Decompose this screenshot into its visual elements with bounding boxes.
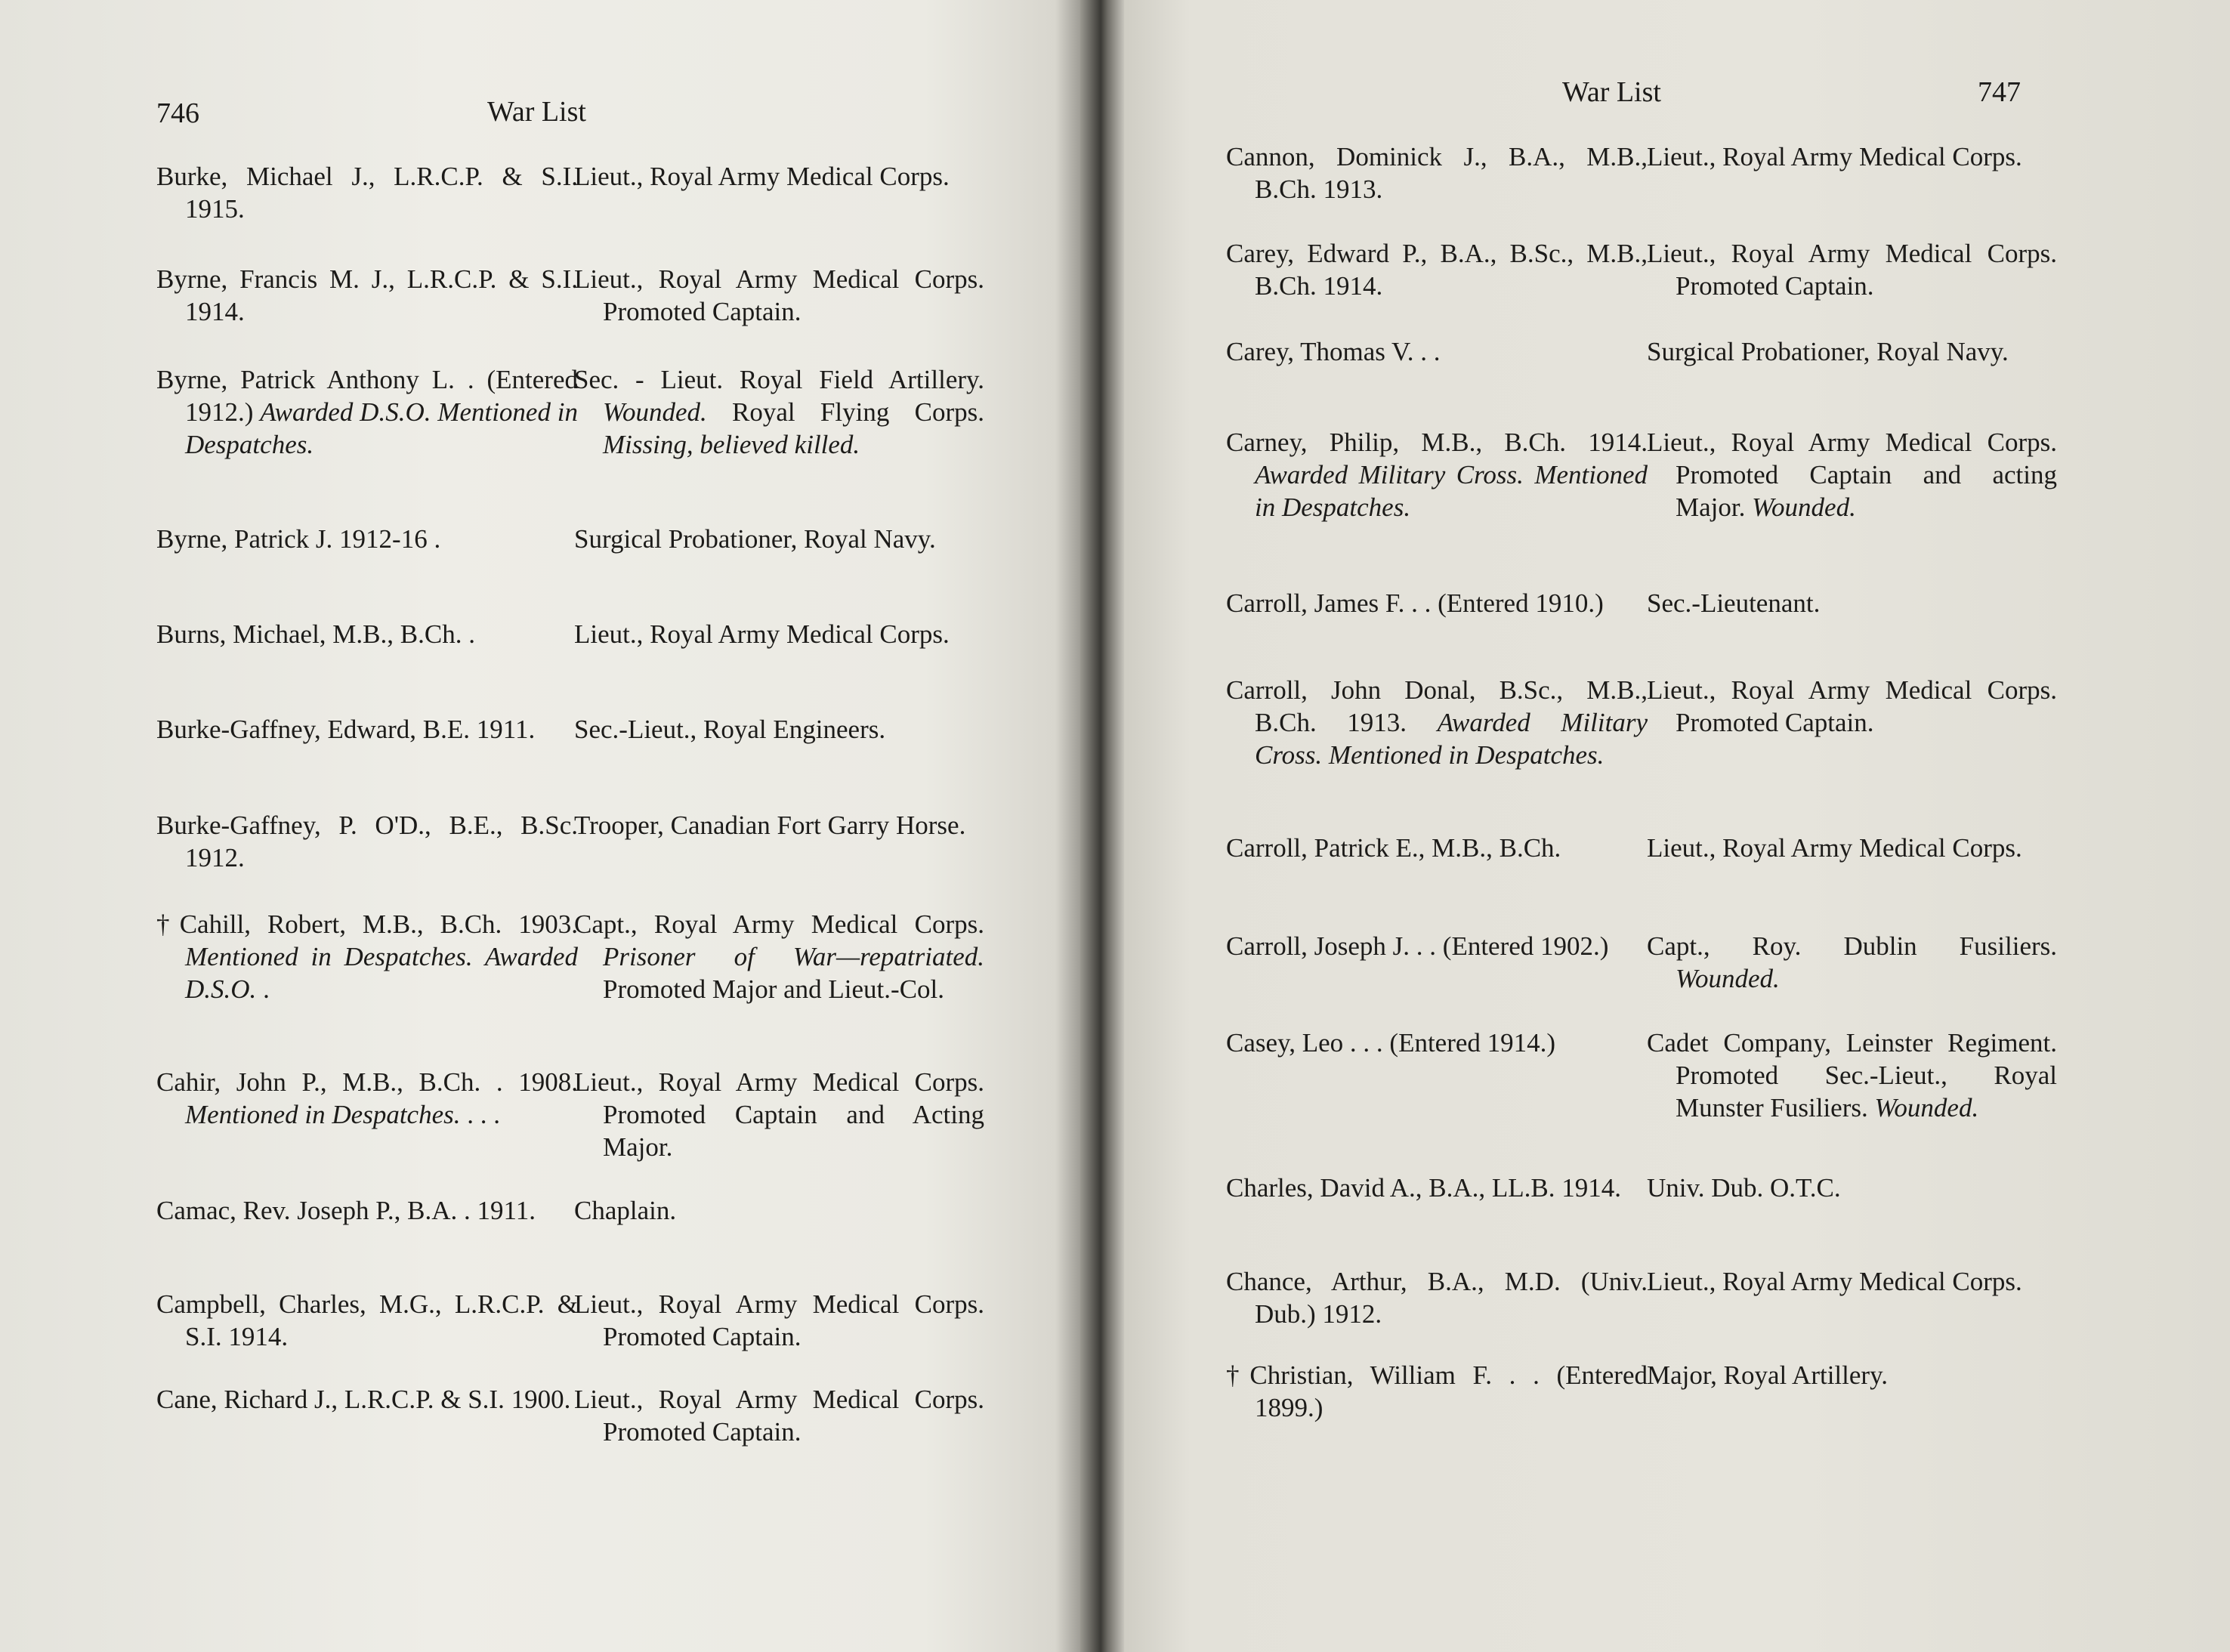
entry-service <box>574 160 984 193</box>
honour-text: Awarded D.S.O. Mentioned in Despatches. <box>185 397 578 459</box>
text-segment: Cannon, Dominick J., B.A., M.B., B.Ch. 1913. <box>1226 142 1648 204</box>
text-segment: Carney, Philip, M.B., B.Ch. 1914. <box>1226 428 1648 457</box>
text-segment: Lieut., Royal Army Medical Corps. Promoted Captain. <box>1647 675 2057 737</box>
book-gutter <box>1080 0 1126 1652</box>
entry-name <box>1226 1265 1648 1330</box>
text-segment: Burns, Michael, M.B., B.Ch. . <box>156 619 475 649</box>
text-segment: Promoted Major and Lieut.-Col. <box>603 974 945 1004</box>
entry-name <box>156 908 578 1005</box>
text-segment: Camac, Rev. Joseph P., B.A. . 1911. <box>156 1196 536 1225</box>
entry-service <box>1647 930 2057 995</box>
entry-service <box>574 1288 984 1353</box>
entry-name <box>156 523 578 555</box>
entry-service <box>574 713 984 746</box>
entry-service <box>574 263 984 328</box>
text-segment: Lieut., Royal Army Medical Corps. <box>574 619 950 649</box>
running-title: War List <box>1562 76 1661 108</box>
entry-name <box>1226 832 1648 864</box>
text-segment: Burke-Gaffney, Edward, B.E. 1911. <box>156 715 536 744</box>
text-segment: Capt., Roy. Dublin Fusiliers. <box>1647 931 2057 961</box>
honour-text: Wounded. <box>603 397 707 427</box>
honour-text: Mentioned in Despatches. Awarded D.S.O. <box>185 942 578 1004</box>
text-segment: Capt., Royal Army Medical Corps. <box>574 909 984 939</box>
entry-name <box>1226 140 1648 205</box>
entry-name <box>1226 930 1648 962</box>
entry-name <box>1226 237 1648 302</box>
text-segment: Lieut., Royal Army Medical Corps. Promoted Captain. <box>1647 239 2057 301</box>
entry-name <box>156 713 578 746</box>
entry-name <box>156 1194 578 1227</box>
text-segment: Trooper, Canadian Fort Garry Horse. <box>574 811 966 840</box>
text-segment: Carroll, Patrick E., M.B., B.Ch. <box>1226 833 1561 863</box>
entry-service <box>574 809 984 841</box>
entry-service <box>574 908 984 1005</box>
entry-name <box>1226 1027 1648 1059</box>
text-segment: Carey, Thomas V. . . <box>1226 337 1441 366</box>
text-segment: Lieut., Royal Army Medical Corps. <box>1647 833 2022 863</box>
text-segment: †Cahill, Robert, M.B., B.Ch. 1903. <box>156 909 578 939</box>
entry-service <box>1647 237 2057 302</box>
text-segment: †Christian, William F. . . (Entered 1899.) <box>1226 1360 1648 1422</box>
text-segment: Campbell, Charles, M.G., L.R.C.P. & S.I. 1914. <box>156 1289 578 1351</box>
entry-service <box>1647 587 2057 619</box>
text-segment: Byrne, Patrick Anthony L. . (Entered 1912.) <box>156 365 578 427</box>
entry-name <box>1226 1359 1648 1424</box>
entry-service <box>574 1194 984 1227</box>
text-segment: Sec. - Lieut. Royal Field Artillery. <box>574 365 984 394</box>
honour-text: Wounded. <box>1752 493 1856 522</box>
honour-text: Missing, believed killed. <box>603 430 860 459</box>
text-segment: Sec.-Lieut., Royal Engineers. <box>574 715 886 744</box>
entry-name <box>1226 1172 1648 1204</box>
entry-service <box>1647 1027 2057 1124</box>
text-segment: Burke, Michael J., L.R.C.P. & S.I. 1915. <box>156 162 578 224</box>
honour-text: Prisoner of War—repatriated. <box>603 942 984 971</box>
text-segment: Carroll, Joseph J. . . (Entered 1902.) <box>1226 931 1609 961</box>
text-segment: Carroll, James F. . . (Entered 1910.) <box>1226 588 1604 618</box>
entry-service <box>1647 1359 2057 1391</box>
entry-service <box>574 523 984 555</box>
text-segment: Carroll, John Donal, B.Sc., M.B., B.Ch. 1913. <box>1226 675 1648 737</box>
entry-service <box>1647 674 2057 739</box>
text-segment: Chance, Arthur, B.A., M.D. (Univ. Dub.) 1912. <box>1226 1267 1648 1329</box>
text-segment: Cane, Richard J., L.R.C.P. & S.I. 1900. <box>156 1385 571 1414</box>
text-segment: Surgical Probationer, Royal Navy. <box>574 524 936 554</box>
text-segment: Lieut., Royal Army Medical Corps. Promoted Captain. <box>574 264 984 326</box>
entry-service <box>574 1066 984 1163</box>
entry-name <box>156 363 578 461</box>
entry-name <box>1226 674 1648 771</box>
entry-service <box>1647 1172 2057 1204</box>
left-page <box>0 0 1088 1652</box>
text-segment: . . . <box>460 1100 500 1129</box>
entry-service <box>1647 832 2057 864</box>
text-segment: Lieut., Royal Army Medical Corps. Promoted Captain. <box>574 1385 984 1447</box>
text-segment: Lieut., Royal Army Medical Corps. <box>1647 142 2022 171</box>
text-segment: Lieut., Royal Army Medical Corps. <box>1647 1267 2022 1296</box>
entry-name <box>1226 335 1648 368</box>
entry-service <box>1647 140 2057 173</box>
text-segment: Casey, Leo . . . (Entered 1914.) <box>1226 1028 1556 1058</box>
honour-text: Awarded Military Cross. Mentioned in Despatches. <box>1255 708 1648 770</box>
entry-name <box>156 1383 578 1416</box>
text-segment: Byrne, Francis M. J., L.R.C.P. & S.I. 1914. <box>156 264 578 326</box>
entry-name <box>156 809 578 874</box>
text-segment: Major, Royal Artillery. <box>1647 1360 1889 1390</box>
text-segment: Royal Flying Corps. <box>706 397 984 427</box>
entry-service <box>1647 335 2057 368</box>
text-segment: Cahir, John P., M.B., B.Ch. . 1908. <box>156 1067 578 1097</box>
entry-name <box>156 160 578 225</box>
text-segment: Sec.-Lieutenant. <box>1647 588 1821 618</box>
entry-name <box>1226 426 1648 523</box>
text-segment: Charles, David A., B.A., LL.B. 1914. <box>1226 1173 1622 1203</box>
text-segment: Carey, Edward P., B.A., B.Sc., M.B., B.Ch. 1914. <box>1226 239 1648 301</box>
entry-service <box>574 1383 984 1448</box>
text-segment: Lieut., Royal Army Medical Corps. Promoted Captain. <box>574 1289 984 1351</box>
entry-service <box>1647 426 2057 523</box>
entry-name <box>156 1288 578 1353</box>
text-segment: Lieut., Royal Army Medical Corps. <box>574 162 950 191</box>
right-page <box>1124 0 2230 1652</box>
text-segment: Burke-Gaffney, P. O'D., B.E., B.Sc. 1912. <box>156 811 578 872</box>
entry-service <box>574 618 984 650</box>
entry-service <box>1647 1265 2057 1298</box>
running-title: War List <box>487 96 586 128</box>
entry-name <box>156 618 578 650</box>
entry-name <box>156 1066 578 1131</box>
honour-text: Wounded. <box>1874 1093 1979 1122</box>
text-segment: Chaplain. <box>574 1196 677 1225</box>
entry-name <box>1226 587 1648 619</box>
text-segment: Byrne, Patrick J. 1912-16 . <box>156 524 441 554</box>
page-number: 747 <box>1978 76 2021 108</box>
honour-text: Awarded Military Cross. Mentioned in Despatches. <box>1255 460 1648 522</box>
honour-text: Wounded. <box>1676 964 1780 993</box>
text-segment: Lieut., Royal Army Medical Corps. Promoted Captain and acting Major. <box>1647 428 2057 522</box>
text-segment: Cadet Company, Leinster Regiment. Promoted Sec.-Lieut., Royal Munster Fusiliers. <box>1647 1028 2057 1122</box>
text-segment: Surgical Probationer, Royal Navy. <box>1647 337 2009 366</box>
text-segment: . <box>256 974 270 1004</box>
text-segment: Univ. Dub. O.T.C. <box>1647 1173 1841 1203</box>
page-number: 746 <box>156 97 199 129</box>
entry-name <box>156 263 578 328</box>
entry-service <box>574 363 984 461</box>
text-segment: Lieut., Royal Army Medical Corps. Promoted Captain and Acting Major. <box>574 1067 984 1162</box>
honour-text: Mentioned in Despatches. <box>185 1100 461 1129</box>
